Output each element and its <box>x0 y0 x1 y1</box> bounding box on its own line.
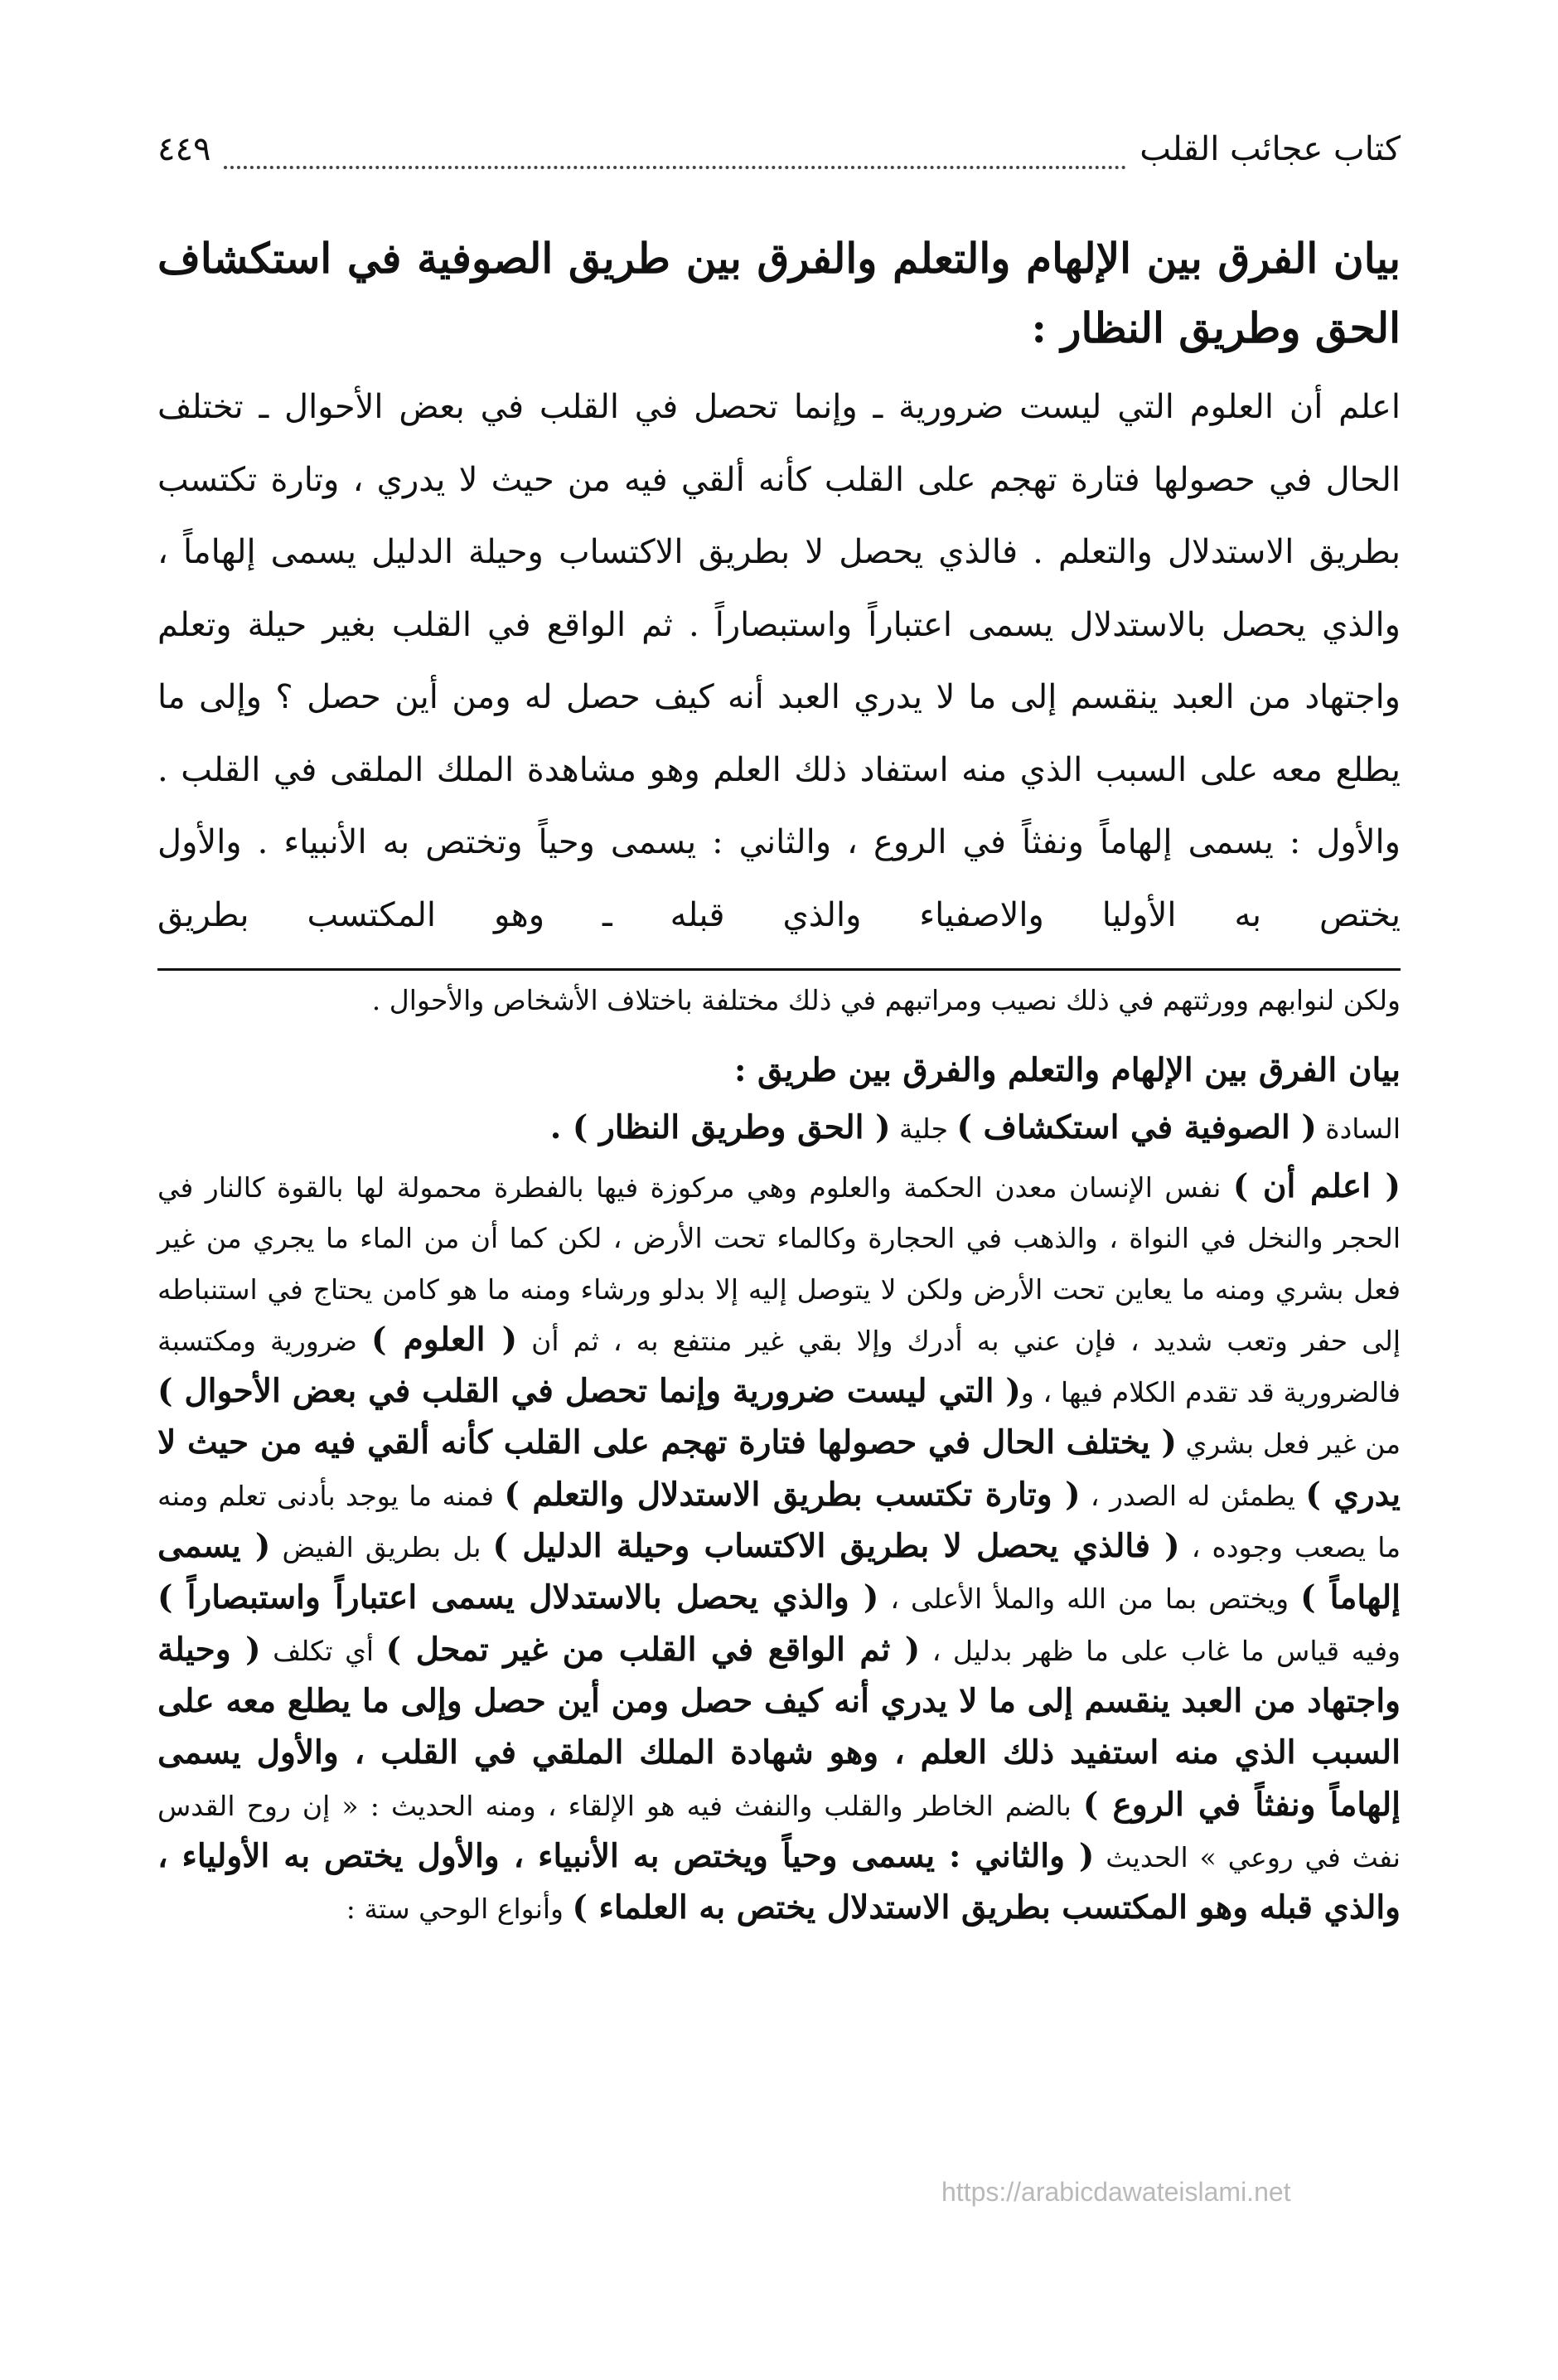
running-title: كتاب عجائب القلب <box>1139 130 1401 168</box>
commentary-segment: ( يسمى إلهاماً ) <box>157 1527 1401 1617</box>
commentary-segment: وأنواع الوحي ستة : <box>346 1893 573 1926</box>
dotted-leader <box>224 166 1126 169</box>
commentary-segment: يطمئن له الصدر ، <box>1080 1479 1306 1512</box>
commentary-segment: ( وحيلة واجتهاد من العبد ينقسم إلى ما لا يدري أنه كيف حصل ومن أين حصل وإلى ما يطلع معه على السبب الذي منه استفيد ذلك العلم ، وهو شهادة الملك الملقي في القلب ، والأول يسمى إلهاماً ونفثاً في الروع ) <box>157 1630 1401 1824</box>
commentary-segment: ( التي ليست ضرورية وإنما تحصل في القلب في بعض الأحوال ) <box>157 1372 1021 1411</box>
commentary-segment: بل بطريق الفيض <box>270 1531 493 1564</box>
commentary-heading: بيان الفرق بين الإلهام والتعلم والفرق بين طريق : <box>734 1051 1401 1089</box>
commentary-segment: ( فالذي يحصل لا بطريق الاكتساب وحيلة الدليل ) <box>492 1527 1180 1566</box>
commentary-segment: ( والثاني : يسمى وحياً ويختص به الأنبياء ، والأول يختص به الأولياء ، والذي قبله وهو المكتسب بطريق الاستدلال يختص به العلماء ) <box>157 1836 1401 1927</box>
commentary-segment: ( والذي يحصل بالاستدلال يسمى اعتباراً واستبصاراً ) <box>157 1578 879 1617</box>
commentary-segment: فمنه ما يوجد بأدنى تعلم ومنه ما يصعب وجوده ، <box>157 1479 1401 1564</box>
commentary-segment: من غير فعل بشري <box>1176 1428 1401 1461</box>
commentary-segment: ( اعلم أن ) <box>1232 1167 1401 1205</box>
footnote-divider <box>157 968 1401 971</box>
main-text: اعلم أن العلوم التي ليست ضرورية ـ وإنما تحصل في القلب في بعض الأحوال ـ تختلف الحال في حصولها فتارة تهجم على القلب كأنه ألقي فيه من حيث لا يدري ، وتارة تكتسب بطريق الاستدلال والتعلم . فالذي يحصل لا بطريق الاكتساب وحيلة الدليل يسمى إلهاماً ، والذي يحصل بالاستدلال يسمى اعتباراً واستبصاراً . ثم الواقع في القلب بغير حيلة وتعلم واجتهاد من العبد ينقسم إلى ما لا يدري العبد أنه كيف حصل له ومن أين حصل ؟ وإلى ما يطلع معه على السبب الذي منه استفاد ذلك العلم وهو مشاهدة الملك الملقى في القلب . والأول : يسمى إلهاماً ونفثاً في الروع ، والثاني : يسمى وحياً وتختص به الأنبياء . والأول يختص به الأوليا والاصفياء والذي قبله ـ وهو المكتسب بطريق <box>157 388 1401 934</box>
running-header <box>157 116 1401 182</box>
commentary-segment: ويختص بما من الله والملأ الأعلى ، <box>878 1583 1301 1616</box>
commentary-segment: ضرورية ومكتسبة فالضرورية قد تقدم الكلام فيها ، و <box>157 1324 1401 1409</box>
commentary-body <box>157 1161 1401 1934</box>
commentary-segment: وفيه قياس ما غاب على ما ظهر بدليل ، <box>920 1634 1401 1667</box>
commentary-segment: ( يختلف الحال في حصولها فتارة تهجم على القلب كأنه ألقي فيه من حيث لا يدري ) <box>157 1423 1401 1514</box>
watermark: https://arabicdawateislami.net <box>941 2177 1291 2207</box>
commentary-segment: نفس الإنسان معدن الحكمة والعلوم وهي مركوزة فيها بالفطرة محمولة لها بالقوة كالنار في الحجر والنخل في النواة ، والذهب في الحجارة وكالماء تحت الأرض ، لكن كما أن من الماء ما يجري من غير فعل بشري ومنه ما يعاين تحت الأرض ولكن لا يتوصل إليه إلا بدلو ورشاء ومنه ما هو كامن يحتاج في استنباطه إلى حفر وتعب شديد ، فإن عني به أدرك وإلا بقي غير منتفع به ، ثم أن <box>157 1171 1401 1357</box>
commentary-segment: ( الصوفية في استكشاف ) <box>956 1108 1317 1146</box>
commentary-segment: ( الحق وطريق النظار ) . <box>549 1108 891 1146</box>
page-number: ٤٤٩ <box>157 130 211 168</box>
commentary-segment: ( العلوم ) <box>371 1320 518 1359</box>
commentary-segment: ( وتارة تكتسب بطريق الاستدلال والتعلم ) <box>504 1475 1081 1514</box>
commentary-segment: ( ثم الواقع في القلب من غير تمحل ) <box>385 1630 921 1669</box>
commentary-segment: جلية <box>890 1112 957 1145</box>
section-heading: بيان الفرق بين الإلهام والتعلم والفرق بين طريق الصوفية في استكشاف الحق وطريق النظار : <box>157 234 1401 352</box>
commentary-segment: أي تكلف <box>260 1634 386 1667</box>
commentary-continuation: ولكن لنوابهم وورثتهم في ذلك نصيب ومراتبهم في ذلك مختلفة باختلاف الأشخاص والأحوال . <box>371 984 1401 1016</box>
commentary-subheading <box>157 1100 1401 1156</box>
commentary-segment: بالضم الخاطر والقلب والنفث فيه هو الإلقاء ، ومنه الحديث : « إن روح القدس نفث في روعي » الحديث <box>157 1789 1401 1873</box>
commentary-segment: السادة <box>1316 1112 1401 1145</box>
book-page <box>157 116 1401 2321</box>
